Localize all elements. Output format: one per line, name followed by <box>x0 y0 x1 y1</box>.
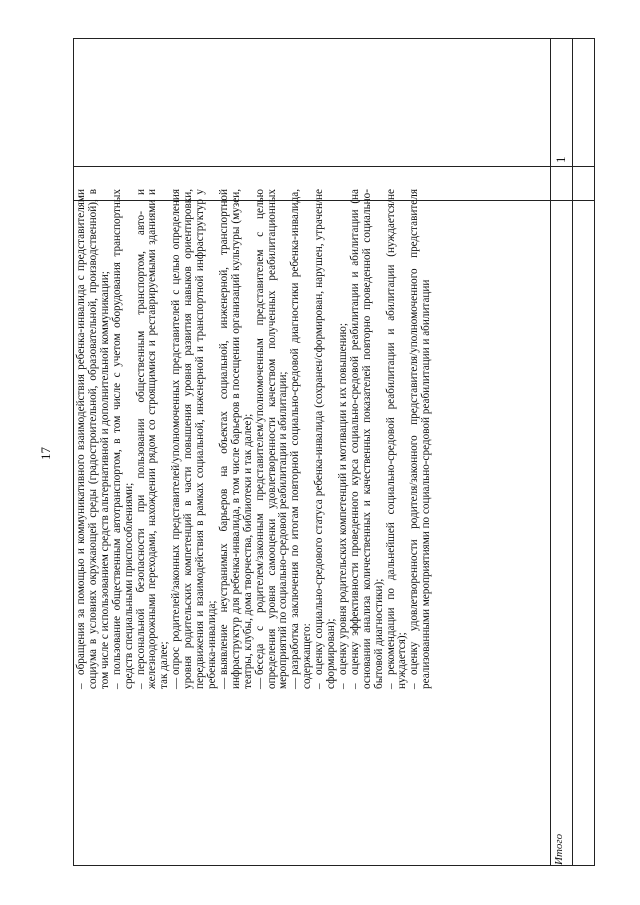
list-item: –оценку уровня родительских компетенций и мотивации к их повышению; <box>336 323 349 689</box>
total-value: 1 <box>553 156 568 163</box>
list-item: –обращения за помощью и коммуникативного взаимодействия ребенка-инвалида с представителями социума в условиях окружающей среды (градостроительной, образовательной, производственной), в том числе с использованием средств альтернативной и дополнительной коммуникации; <box>75 189 111 689</box>
total-label: Итого <box>553 833 565 865</box>
list-item: —опрос родителей/законных представителей/уполномоченных представителей с целью определения уровня родительских компетенций в части повышения уровня развития навыков ориентировки, передвижения и взаимодействия в рамках социальной, инженерной и транспортной инфраструктур у ребенка-инвалида; <box>170 189 218 689</box>
measures-cell <box>76 189 433 689</box>
list-item: –оценку социально-средового статуса ребенка-инвалида (сохранен/сформирован, нарушен, утрачен/не сформирован); <box>313 189 338 689</box>
list-item: —выявление неустранимых барьеров на объектах социальной, инженерной, транспортной инфраструктур для ребенка-инвалида, в том числе барьеров в посещении организаций культуры (музеи, театры, клубы, дома творчества, библиотеки и так далее); <box>217 189 254 689</box>
list-item: —беседа с родителем/законным представителем/уполномоченным представителем с целью определения уровня самооценки удовлетворенности качеством полученных реабилитационных мероприятий по социально-средовой реабилитации и абилитации; <box>253 189 290 689</box>
list-item: –пользование общественным автотранспортом, в том числе с учетом оборудования транспортных средств специальными приспособлениями; <box>110 189 135 689</box>
list-item: —разработка заключения по итогам повторной социально-средовой диагностики ребенка-инвалида, содержащего: <box>289 189 314 689</box>
list-item: –персональной безопасности при пользовании общественным транспортом, авто- и железнодорожными переходами, нахождении рядом со строящимися и реставрируемыми зданиями и так далее; <box>134 189 171 689</box>
list-item: –оценку эффективности проведенного курса социально-средовой реабилитации и абилитации (на основании анализа количественных и качественных показателей повторно проведенной социально-бытовой диагностики); <box>348 189 385 689</box>
list-item: –рекомендации по дальнейшей социально-средовой реабилитации и абилитации (нуждается/не нуждается); <box>384 189 409 689</box>
list-item: –оценку удовлетворенности родителя/законного представителя/уполномоченного представителя реализованными мероприятиями по социально-средовой реабилитации и абилитации <box>408 189 433 689</box>
page-number: 17 <box>38 447 53 460</box>
